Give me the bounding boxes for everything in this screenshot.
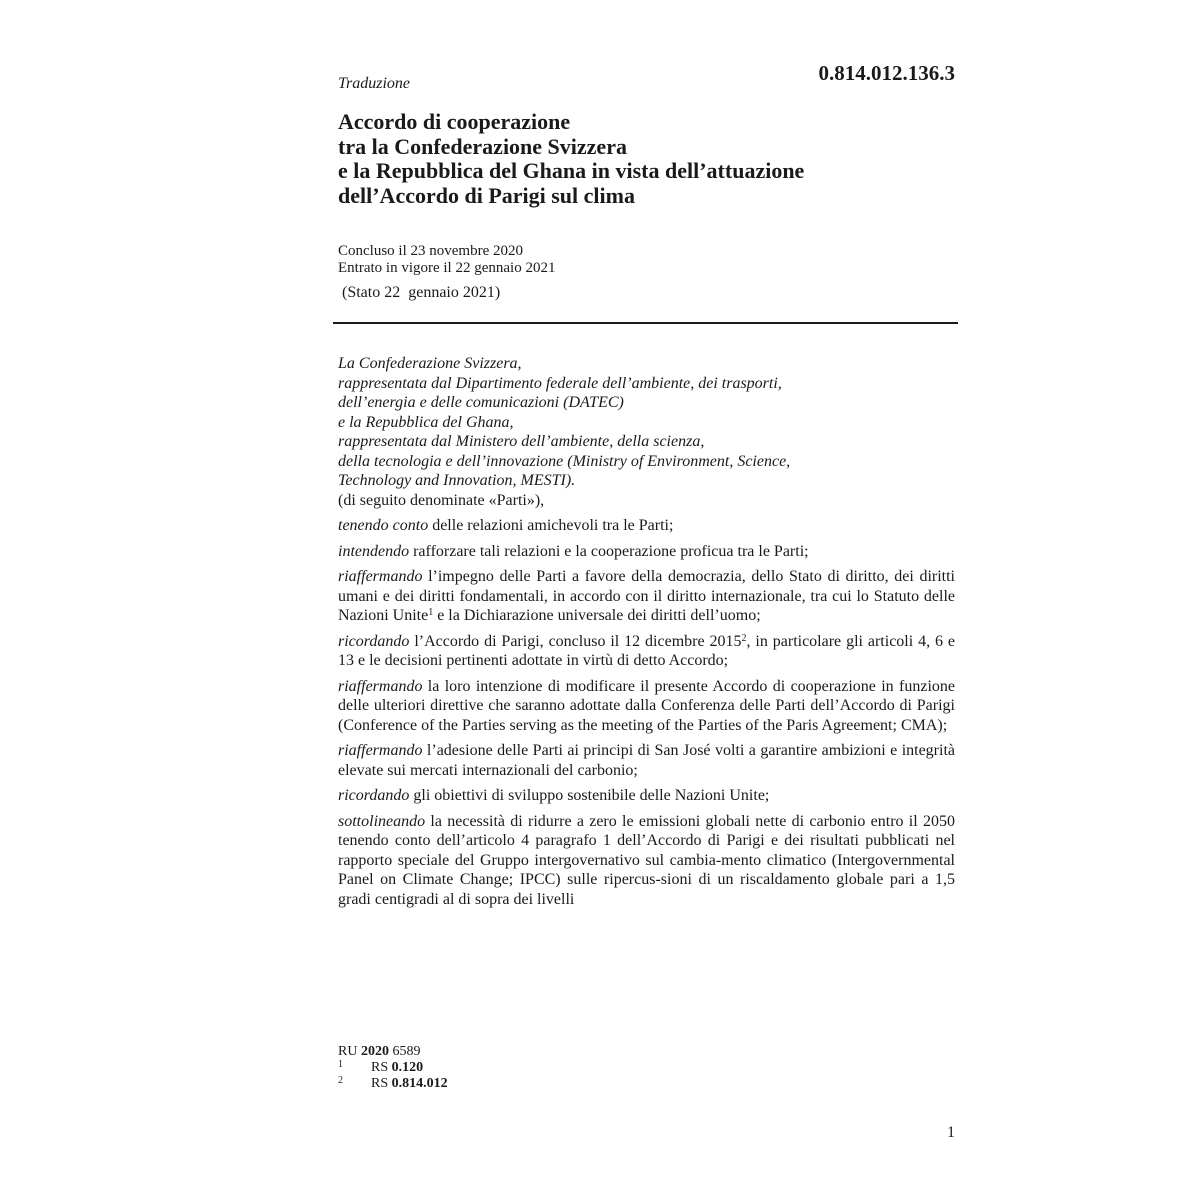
title-line: Accordo di cooperazione xyxy=(338,109,571,134)
document-dates xyxy=(338,243,555,277)
clause-lead: riaffermando xyxy=(338,677,423,695)
clause-paragraph xyxy=(338,741,955,780)
status-date: (Stato 22 gennaio 2021) xyxy=(342,284,501,301)
concluded-date: Concluso il 23 novembre 2020 xyxy=(338,243,523,259)
footnotes xyxy=(338,1044,448,1092)
preamble-line: Technology and Innovation, MESTI). xyxy=(338,472,576,489)
clause-lead: ricordando xyxy=(338,632,410,650)
document-body xyxy=(338,354,955,915)
clause-text: l’impegno delle Parti a favore della democrazia, dello Stato di diritto, dei diritti umani e dei diritti fondamentali, in accordo con il diritto internazionale, tra cui lo Statuto delle Nazioni Unite xyxy=(338,568,955,624)
footnote-ref[interactable]: 2 xyxy=(741,632,747,644)
clause-paragraph xyxy=(338,516,955,536)
clause-text: , in particolare gli articoli 4, 6 e 13 e le decisioni pertinenti adottate in virtù di detto Accordo; xyxy=(338,632,956,669)
footnote-prefix: RS xyxy=(371,1060,392,1075)
preamble-line: rappresentata dal Dipartimento federale dell’ambiente, dei trasporti, xyxy=(338,374,782,392)
ru-page: 6589 xyxy=(388,1044,421,1059)
footnote-text xyxy=(371,1076,448,1092)
preamble-line: La Confederazione Svizzera, xyxy=(338,355,522,372)
document-number: 0.814.012.136.3 xyxy=(818,61,955,85)
preamble-line: della tecnologia e dell’innovazione (Ministry of Environment, Science, xyxy=(338,452,791,470)
clause-text: l’adesione delle Parti ai principi di San José volti a garantire ambizioni e integrità elevate sui mercati internazionali del carbonio; xyxy=(338,742,955,779)
clause-paragraph xyxy=(338,786,955,806)
translation-label: Traduzione xyxy=(338,75,411,92)
footnote-link[interactable]: 0.120 xyxy=(391,1060,424,1075)
clause-text: e la Dichiarazione universale dei diritti dell’uomo; xyxy=(433,607,761,624)
preamble xyxy=(338,354,955,510)
parties-definition: (di seguito denominate «Parti»), xyxy=(338,491,545,509)
clause-lead: riaffermando xyxy=(338,742,423,759)
clause-paragraph xyxy=(338,677,955,736)
page-number: 1 xyxy=(947,1124,955,1141)
clause-lead: ricordando xyxy=(338,787,410,804)
preamble-line: dell’energia e delle comunicazioni (DATEC) xyxy=(338,394,624,411)
clause-paragraph xyxy=(338,542,955,562)
clause-text: l’Accordo di Parigi, concluso il 12 dicembre 2015 xyxy=(409,632,742,650)
clause-text: delle relazioni amichevoli tra le Parti; xyxy=(428,517,674,534)
clause-lead: intendendo xyxy=(338,542,410,560)
preamble-line: e la Repubblica del Ghana, xyxy=(338,413,514,431)
footnote-number: 1 xyxy=(338,1059,343,1070)
clause-text: la necessità di ridurre a zero le emissioni globali nette di carbonio entro il 2050 tenendo conto dell’articolo 4 paragrafo 1 dell’Accordo di Parigi e dei risultati pubblicati nel rapporto speciale del Gruppo intergovernativo sul cambia-mento climatico (Intergovernmental Panel on Climate Change; IPCC) sulle ripercus-sioni di un riscaldamento globale pari a 1,5 gradi centigradi al di sopra dei livelli xyxy=(338,812,955,908)
clause-text: rafforzare tali relazioni e la cooperazione proficua tra le Parti; xyxy=(409,542,809,560)
footnote-link[interactable]: 0.814.012 xyxy=(391,1076,448,1091)
preamble-line: rappresentata dal Ministero dell’ambiente, della scienza, xyxy=(338,433,705,450)
title-line: tra la Confederazione Svizzera xyxy=(338,133,627,159)
clause-paragraph xyxy=(338,567,955,626)
ru-prefix: RU xyxy=(338,1044,361,1059)
footnote-ref[interactable]: 1 xyxy=(428,607,434,618)
title-line: e la Repubblica del Ghana in vista dell’attuazione xyxy=(338,158,805,183)
clause-lead: sottolineando xyxy=(338,812,426,830)
clause-lead: riaffermando xyxy=(338,568,423,585)
clause-text: la loro intenzione di modificare il presente Accordo di cooperazione in funzione delle ulteriori direttive che saranno adottate dalla Conferenza delle Parti dell’Accordo di Parigi (Conference of the Parties serving as the meeting of the Parties of the Paris Agreement; CMA); xyxy=(338,677,955,734)
footnote-number: 2 xyxy=(338,1075,343,1086)
ru-year: 2020 xyxy=(360,1044,389,1059)
header-divider xyxy=(333,322,958,324)
title-line: dell’Accordo di Parigi sul clima xyxy=(338,182,635,208)
clause-paragraph xyxy=(338,632,955,671)
document-title xyxy=(338,110,804,208)
footnote xyxy=(338,1076,448,1092)
clause-lead: tenendo conto xyxy=(338,517,429,534)
clause-text: gli obiettivi di sviluppo sostenibile delle Nazioni Unite; xyxy=(409,787,770,804)
in-force-date: Entrato in vigore il 22 gennaio 2021 xyxy=(338,260,556,276)
clause-paragraph xyxy=(338,812,955,910)
footnote-text xyxy=(371,1060,423,1076)
footnote-prefix: RS xyxy=(371,1076,392,1091)
